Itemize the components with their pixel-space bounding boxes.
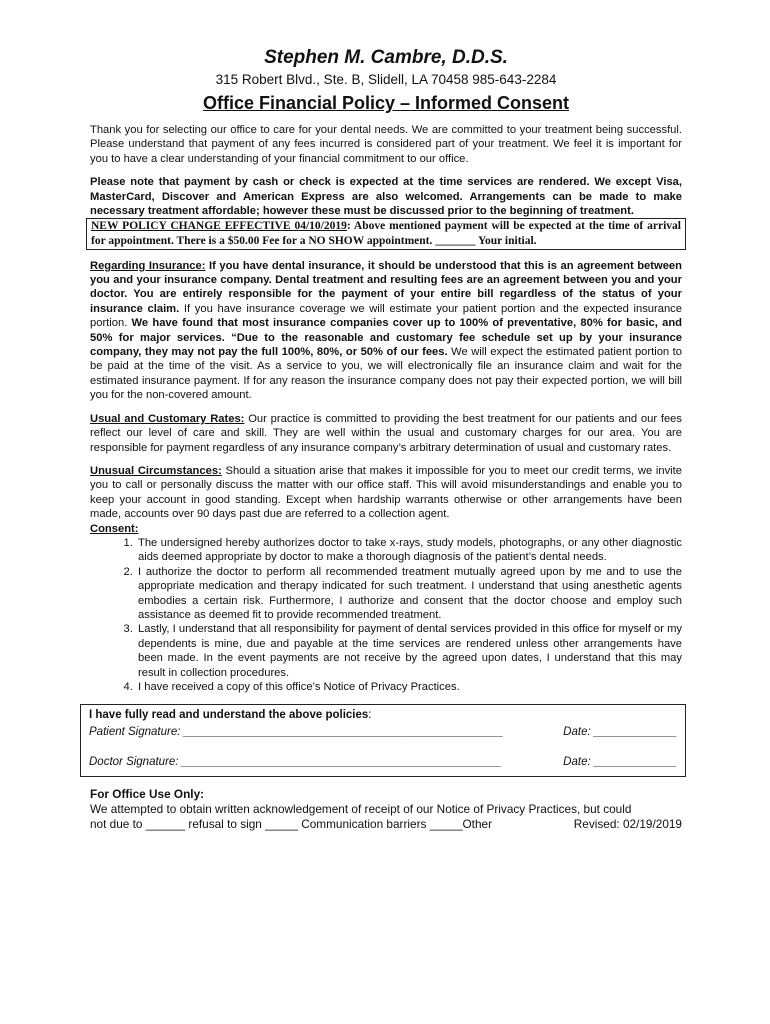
policy-change-label: NEW POLICY CHANGE EFFECTIVE 04/10/2019 [91,220,347,233]
doctor-name: Stephen M. Cambre, D.D.S. [264,47,508,68]
consent-item: 3. Lastly, I understand that all responsibility for payment of dental services provided in this office for myself or my dependents is mine, due and payable at the time services are rendered unless other arrangements have been made. In the event payments are not receive by the agreed upon dates, I understand that this may result in collection procedures. [136,622,682,680]
signature-heading: I have fully read and understand the above policies: [89,709,372,722]
unusual-circumstances-paragraph [90,464,682,522]
consent-list [90,536,682,694]
unusual-text: Should a situation arise that makes it impossible for you to meet our credit terms, we invite you to call or personally discuss the matter with our office staff. This will avoid misunderstandings and enable you to keep your account in good standing. Except when hardship warrants otherwise or other arrangements have been made, accounts over 90 days past due are referred to a collection agent. [90,464,682,521]
office-address: 315 Robert Blvd., Ste. B, Slidell, LA 70458 985-643-2284 [215,72,557,87]
office-use-section [90,787,682,832]
usual-rates-paragraph [90,412,682,455]
unusual-heading: Unusual Circumstances: [90,464,222,477]
insurance-normal-2: We will expect the estimated patient portion to be paid at the time of the visit. As a service to you, we will electronically file an insurance claim and wait for the estimated insurance payment. If for any reason the insurance company does not pay their expected portion, we will bill you for the non-covered amount. [90,346,682,402]
office-use-line-2-row [90,817,682,832]
doctor-date-field[interactable]: Date: _____________ [563,756,677,769]
consent-item: 1. The undersigned hereby authorizes doctor to take x-rays, study models, photographs, or any other diagnostic aids deemed appropriate by doctor to make a thorough diagnosis of the patient’s dental needs. [136,536,682,565]
insurance-heading: Regarding Insurance: [90,259,206,272]
doctor-signature-row [89,755,677,769]
policy-change-box [86,218,686,249]
office-use-line-1: We attempted to obtain written acknowledgement of receipt of our Notice of Privacy Practices, but could [90,801,632,816]
insurance-bold-1: If you have dental insurance, it should be understood that this is an agreement between you and your insurance company. Dental treatment and resulting fees are an agreement between you and your doctor. You are entirely responsible for the payment of your entire bill regardless of the status of your insurance claim. [90,259,682,315]
patient-date-field[interactable]: Date: _____________ [563,725,677,738]
consent-item: 4. I have received a copy of this office’s Notice of Privacy Practices. [136,680,682,694]
usual-rates-heading: Usual and Customary Rates: [90,412,245,425]
insurance-paragraph [90,259,682,403]
payment-note: Please note that payment by cash or check is expected at the time services are rendered. We except Visa, MasterCard, Discover and American Express are also welcomed. Arrangements can be made to make necessary treatment affordable; however these must be discussed prior to the beginning of treatment. [90,176,682,218]
document-title: Office Financial Policy – Informed Consent [202,93,570,113]
office-use-heading: For Office Use Only: [90,786,205,801]
insurance-bold-2: We have found that most insurance companies cover up to 100% of preventative, 80% for basic, and 50% for major services. “Due to the reasonable and customary fee schedule set up by your insurance company, they may not pay the full 100%, 80%, or 50% of our fees. [90,317,682,359]
consent-heading: Consent: [90,522,139,535]
policy-change-text: : Above mentioned payment will be expected at the time of arrival for appointment. There is a $50.00 Fee for a NO SHOW appointment. _______ Your initial. [91,220,681,248]
office-use-line-2: not due to ______ refusal to sign _____ Communication barriers _____Other [90,816,493,831]
doctor-signature-field[interactable]: Doctor Signature: __________________________________________________ [89,756,502,769]
consent-item: 2. I authorize the doctor to perform all recommended treatment mutually agreed upon by me and to use the appropriate medication and therapy indicated for such treatment. I understand that using anesthetic agents embodies a certain risk. Furthermore, I authorize and consent that the doctor choose and employ such assistance as deemed fit to provide recommended treatment. [136,565,682,623]
signature-box [80,704,686,776]
patient-signature-row [89,725,677,739]
usual-rates-text: Our practice is committed to providing the best treatment for our patients and our fees reflect our level of care and skill. They are well within the usual and customary charges for our area. You are responsible for payment regardless of any insurance company’s arbitrary determination of usual and customary rates. [90,412,682,454]
intro-paragraph: Thank you for selecting our office to care for your dental needs. We are committed to your treatment being successful. Please understand that payment of any fees incurred is considered part of your treatment. We feel it is important for you to have a clear understanding of your financial commitment to our office. [90,124,682,165]
insurance-normal-1: If you have insurance coverage we will estimate your patient portion and the expected insurance portion. [90,302,682,330]
revised-date: Revised: 02/19/2019 [573,816,682,831]
patient-signature-field[interactable]: Patient Signature: __________________________________________________ [89,725,504,738]
